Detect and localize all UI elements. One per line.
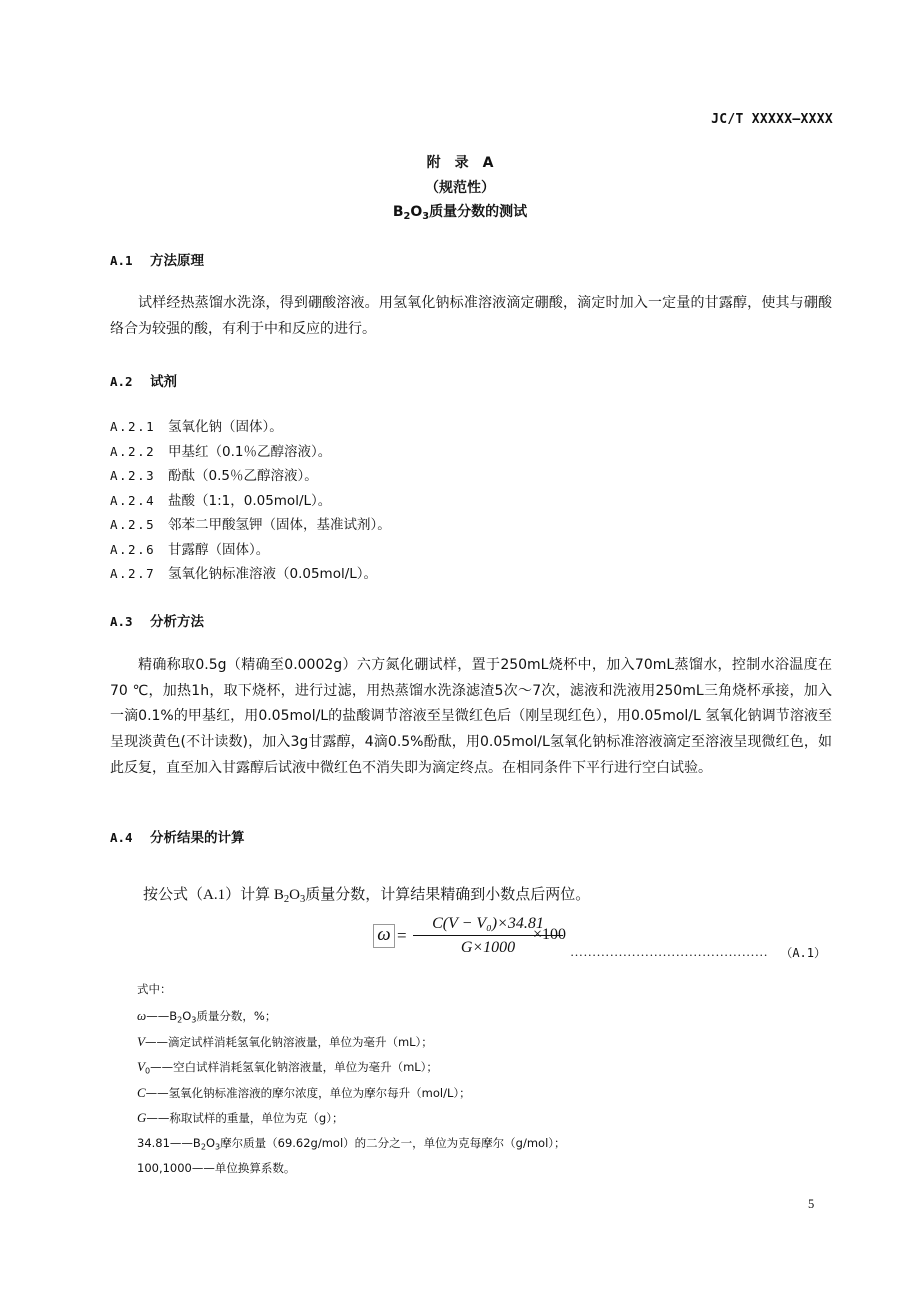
appendix-label: 附 录 A [426, 155, 494, 171]
reagent-item: A.2.4 盐酸（1:1，0.05mol/L）。 [110, 493, 332, 509]
note-factor: 100,1000——单位换算系数。 [137, 1161, 296, 1175]
note-molar-mass: $34.81——B_2O_3$摩尔质量（69.62g/mol）的二分之一，单位为克每摩尔（g/mol）； [137, 1136, 566, 1152]
section-a2-heading: A.2 试剂 [110, 374, 177, 390]
reagent-item: A.2.6 甘露醇（固体）。 [110, 542, 270, 558]
section-a4-lead: 按公式（A.1）计算 $B_2O_3$质量分数，计算结果精确到小数点后两位。 [143, 887, 591, 906]
standard-number: JC/T XXXXX—XXXX [711, 112, 833, 127]
formula-number: （A.1） [780, 946, 826, 960]
formula-numerator: C(V − V₀)×34.81 [413, 913, 563, 936]
section-a1-paragraph: 试样经热蒸馏水洗涤，得到硼酸溶液。用氢氧化钠标准溶液滴定硼酸，滴定时加入一定量的甘露醇，使其与硼酸络合为较强的酸，有利于中和反应的进行。 [110, 295, 832, 337]
note-omega: $\omega——B_2O_3$质量分数，%； [137, 1008, 277, 1025]
formula-leader: ……………………………………… [570, 944, 768, 959]
formula-equals: = [397, 926, 407, 945]
reagent-item: A.2.2 甲基红（0.1％乙醇溶液）。 [110, 444, 332, 460]
reagent-item: A.2.7 氢氧化钠标准溶液（0.05mol/L）。 [110, 566, 378, 582]
reagent-item: A.2.5 邻苯二甲酸氢钾（固体，基准试剂）。 [110, 517, 391, 533]
section-a3-paragraph: 精确称取0.5g（精确至0.0002g）六方氮化硼试样，置于250mL烧杯中，加入70mL蒸馏水，控制水浴温度在70 ℃，加热1h，取下烧杯，进行过滤，用热蒸馏水洗涤滤渣5次～7次，滤液和洗液用250mL三角烧杯承接，加入一滴0.1%的甲基红，用0.05mol/L的盐酸调节溶液至呈微红色后（刚呈现红色），用0.05mol/L 氢氧化钠调节溶液至呈现淡黄色(不计读数)，加入3g甘露醇，4滴0.5%酚酞，用0.05mol/L氢氧化钠标准溶液滴定至溶液呈现微红色，如此反复，直至加入甘露醇后试液中微红色不消失即为滴定终点。在相同条件下平行进行空白试验。 [110, 657, 832, 776]
page-number: 5 [808, 1197, 815, 1211]
section-a3-heading: A.3 分析方法 [110, 614, 204, 630]
reagent-item: A.2.3 酚酞（0.5％乙醇溶液）。 [110, 468, 318, 484]
note-c: C——氢氧化钠标准溶液的摩尔浓度，单位为摩尔每升（mol/L）； [137, 1085, 471, 1100]
note-g: G——称取试样的重量，单位为克（g）； [137, 1110, 344, 1125]
note-v: V——滴定试样消耗氢氧化钠溶液量，单位为毫升（mL）； [137, 1034, 433, 1049]
note-v0: $V_0——$空白试样消耗氢氧化钠溶液量，单位为毫升（mL）； [137, 1059, 438, 1076]
notes-intro: 式中： [137, 982, 172, 996]
section-a4-heading: A.4 分析结果的计算 [110, 830, 245, 846]
section-a1-heading: A.1 方法原理 [110, 253, 204, 269]
formula-omega: ω [373, 924, 395, 948]
appendix-title: $B_2O_3$质量分数的测试 [392, 204, 528, 222]
appendix-nature: （规范性） [425, 180, 495, 196]
formula-multiplier: ×100 [533, 926, 567, 943]
formula-denominator: G×1000 [460, 939, 516, 956]
reagent-item: A.2.1 氢氧化钠（固体）。 [110, 419, 283, 435]
